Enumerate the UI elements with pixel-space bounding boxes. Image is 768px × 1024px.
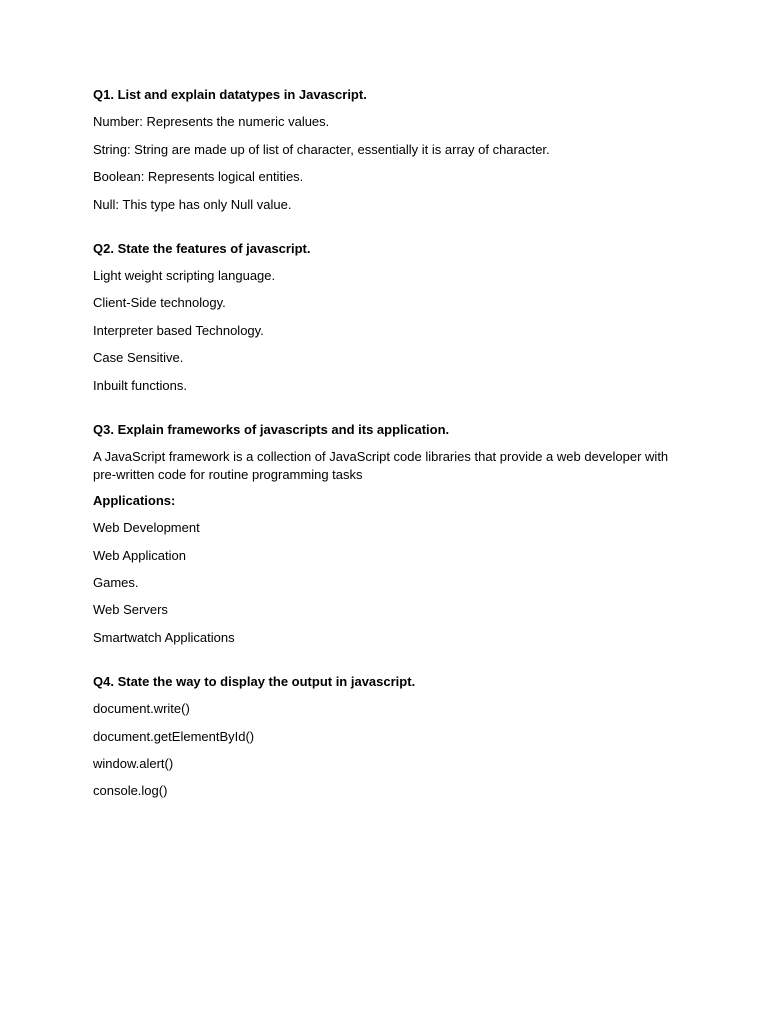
answer-line: Games.: [93, 575, 139, 591]
answer-line: window.alert(): [93, 756, 174, 772]
question-section-4: [93, 673, 693, 801]
question-section-3: [93, 421, 693, 647]
answer-line: Interpreter based Technology.: [93, 322, 264, 338]
answer-line: Client-Side technology.: [93, 295, 226, 311]
answer-paragraph: A JavaScript framework is a collection of JavaScript code libraries that provide a web developer with pre-written code for routine programming tasks: [93, 448, 669, 482]
answer-line: Smartwatch Applications: [93, 629, 235, 645]
question-section-2: [93, 240, 693, 395]
answer-line: Web Application: [93, 547, 186, 563]
question-section-1: [93, 86, 693, 214]
answer-line: Light weight scripting language.: [93, 267, 276, 283]
answer-line: Inbuilt functions.: [93, 377, 187, 393]
answer-line: Boolean: Represents logical entities.: [93, 169, 304, 185]
answer-line: console.log(): [93, 783, 168, 799]
answer-line: Case Sensitive.: [93, 350, 184, 366]
question-title: Q1. List and explain datatypes in Javascript.: [93, 87, 367, 102]
question-title: Q2. State the features of javascript.: [93, 240, 311, 256]
answer-line: Web Development: [93, 520, 200, 536]
answer-line: Number: Represents the numeric values.: [93, 114, 330, 130]
document-page: [93, 86, 693, 810]
answer-line: Web Servers: [93, 602, 168, 618]
answer-line: String: String are made up of list of character, essentially it is array of character.: [93, 141, 550, 157]
answer-line: Null: This type has only Null value.: [93, 196, 292, 212]
answer-line: document.getElementById(): [93, 728, 255, 744]
question-title: Q4. State the way to display the output in javascript.: [93, 673, 416, 689]
question-title: Q3. Explain frameworks of javascripts and its application.: [93, 421, 450, 437]
answer-line: document.write(): [93, 701, 190, 717]
applications-heading: Applications:: [93, 492, 176, 508]
